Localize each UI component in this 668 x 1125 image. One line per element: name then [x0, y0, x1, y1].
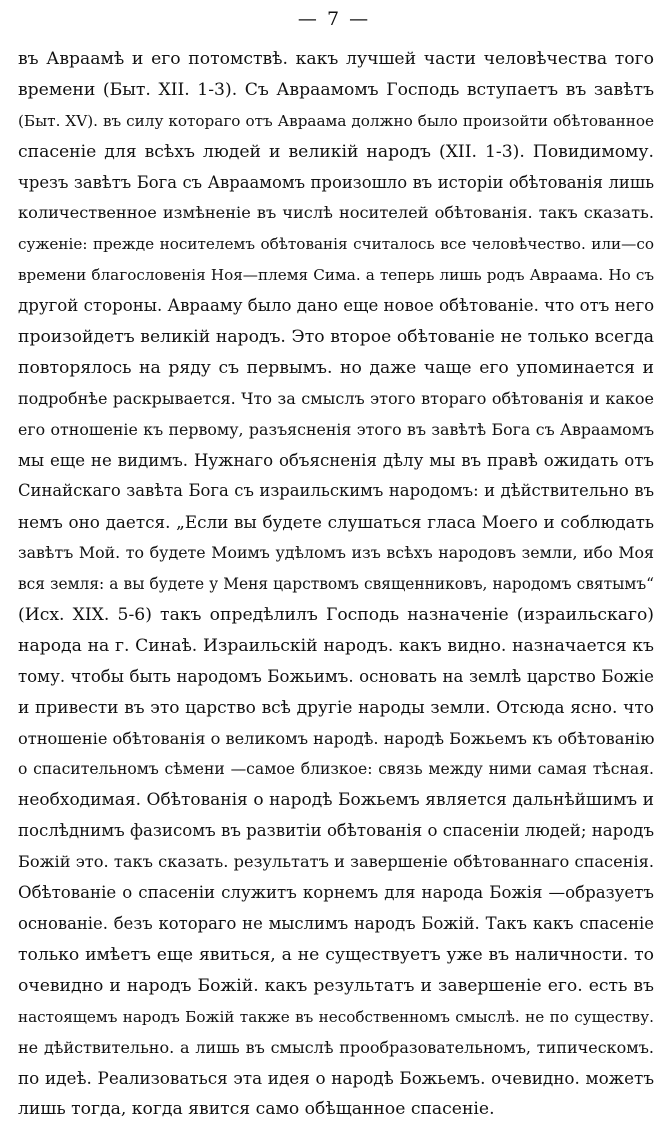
body-text	[18, 44, 654, 1125]
page-number: — 7 —	[297, 8, 371, 30]
text-line: необходимая. Обѣтованія о народѣ Божьемъ является дальнѣйшимъ и	[18, 790, 654, 811]
text-line: завѣтъ Мой. то будете Моимъ удѣломъ изъ всѣхъ народовъ земли, ибо Моя	[18, 543, 654, 563]
text-line: Обѣтованіе о спасеніи служитъ корнемъ для народа Божія —образуетъ	[18, 883, 654, 903]
text-line: тому. чтобы быть народомъ Божьимъ. основать на землѣ царство Божіе	[18, 666, 654, 686]
text-line: въ Авраамѣ и его потомствѣ. какъ лучшей части человѣчества того	[18, 49, 654, 69]
text-line: очевидно и народъ Божій. какъ результатъ и завершеніе его. есть въ	[18, 975, 654, 996]
text-line: по идеѣ. Реализоваться эта идея о народѣ Божьемъ. очевидно. можетъ	[18, 1068, 654, 1089]
text-line: суженіе: прежде носителемъ обѣтованія считалось все человѣчество. или—со	[18, 235, 654, 254]
text-line: спасеніе для всѣхъ людей и великій народъ (XII. 1-3). Повидимому.	[18, 141, 654, 162]
text-line: времени (Быт. XII. 1-3). Съ Авраамомъ Господь вступаетъ въ завѣтъ	[18, 79, 654, 100]
text-line: послѣднимъ фазисомъ въ развитіи обѣтованія о спасеніи людей; народъ	[18, 821, 654, 841]
text-line: чрезъ завѣтъ Бога съ Авраамомъ произошло въ исторіи обѣтованія лишь	[18, 172, 654, 192]
text-line: (Исх. XIX. 5-6) такъ опредѣлилъ Господь назначеніе (израильскаго)	[18, 605, 654, 626]
text-line: вся земля: а вы будете у Меня царствомъ священниковъ, народомъ святымъ“	[18, 575, 654, 594]
text-line: количественное измѣненіе въ числѣ носителей обѣтованія. такъ сказать.	[18, 203, 654, 223]
text-line: только имѣетъ еще явиться, а не существуетъ уже въ наличности. то	[18, 944, 654, 965]
text-line: немъ оно дается. „Если вы будете слушаться гласа Моего и соблюдать	[18, 512, 654, 533]
text-line: Божій это. такъ сказать. результатъ и завершеніе обѣтованнаго спасенія.	[18, 852, 654, 872]
text-line: отношеніе обѣтованія о великомъ народѣ. народѣ Божьемъ къ обѣтованію	[18, 728, 654, 748]
text-line: о спасительномъ сѣмени —самое близкое: связь между ними самая тѣсная.	[18, 760, 654, 779]
text-line: времени благословенія Ноя—племя Сима. а теперь лишь родъ Авраама. Но съ	[18, 266, 654, 285]
text-line: подробнѣе раскрывается. Что за смыслъ этого втораго обѣтованія и какое	[18, 388, 654, 408]
text-line: не дѣйствительно. а лишь въ смыслѣ прообразовательномъ, типическомъ.	[18, 1037, 654, 1057]
text-line-last: лишь тогда, когда явится само обѣщанное спасеніе.	[18, 1099, 495, 1120]
text-line: (Быт. XV). въ силу котораго отъ Авраама должно было произойти обѣтованное	[18, 111, 654, 130]
text-line: другой стороны. Аврааму было дано еще новое обѣтованіе. что отъ него	[18, 296, 654, 316]
text-line: повторялось на ряду съ первымъ. но даже чаще его упоминается и	[18, 357, 654, 378]
text-line: Синайскаго завѣта Бога съ израильскимъ народомъ: и дѣйствительно въ	[18, 481, 654, 501]
text-line: и привести въ это царство всѣ другіе народы земли. Отсюда ясно. что	[18, 697, 654, 718]
text-line: настоящемъ народъ Божій также въ несобственномъ смыслѣ. не по существу.	[18, 1007, 654, 1026]
text-line: народа на г. Синаѣ. Израильскій народъ. какъ видно. назначается къ	[18, 635, 654, 656]
text-line: произойдетъ великій народъ. Это второе обѣтованіе не только всегда	[18, 327, 654, 348]
text-line: его отношеніе къ первому, разъясненія этого въ завѣтѣ Бога съ Авраамомъ	[18, 419, 654, 439]
text-line: мы еще не видимъ. Нужнаго объясненія дѣлу мы въ правѣ ожидать отъ	[18, 450, 654, 470]
text-line: основаніе. безъ котораго не мыслимъ народъ Божій. Такъ какъ спасеніе	[18, 913, 654, 933]
